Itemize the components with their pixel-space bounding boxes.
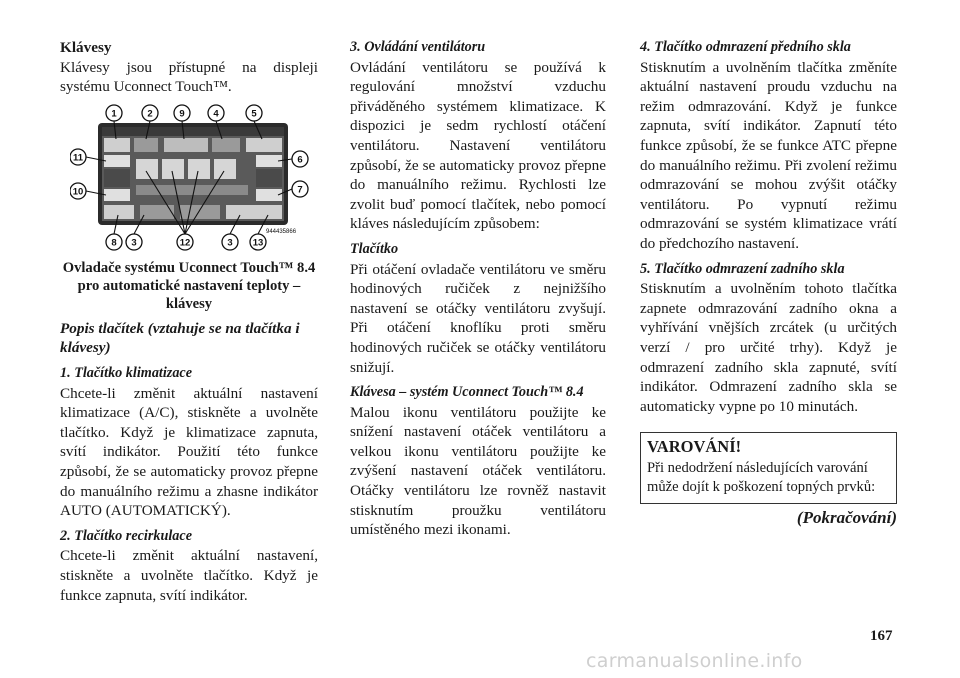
figure-code: 944435866 bbox=[266, 228, 297, 235]
item-3-text: Ovládání ventilátoru se používá k regulování množství vzduchu přiváděného systémem klimatizace. K dispozici je sedm rychlostí otáčení ventilátoru. Nastavení ventilátoru způsobí, že se automaticky provoz přepne do manuálního režimu. Rychlosti lze zvolit buď pomocí tlačítek, nebo pomocí kláves následujícím způsobem: bbox=[350, 58, 606, 233]
driver-temp-display bbox=[104, 169, 130, 187]
warning-box bbox=[640, 432, 897, 504]
figure-caption: Ovladače systému Uconnect Touch™ 8.4 pro automatické nastavení teploty – klávesy bbox=[62, 259, 316, 312]
item-2-text: Chcete-li změnit aktuální nastavení, stiskněte a uvolněte tlačítko. Když je funkce zapnuta, svítí indikátor. bbox=[60, 547, 318, 604]
front-defrost-key bbox=[212, 138, 240, 152]
legend-heading: Popis tlačítek (vztahuje se na tlačítka i klávesy) bbox=[60, 319, 300, 357]
intro-text: Klávesy jsou přístupné na displeji systému Uconnect Touch™. bbox=[60, 58, 318, 96]
driver-temp-up bbox=[104, 155, 130, 167]
callout-label: 13 bbox=[252, 237, 264, 249]
callout-label: 12 bbox=[179, 237, 191, 249]
callout-label: 11 bbox=[72, 152, 84, 164]
mode-key-3 bbox=[188, 159, 210, 179]
sub-key-title: Klávesa – systém Uconnect Touch™ 8.4 bbox=[350, 384, 584, 401]
auto-key bbox=[164, 138, 208, 152]
mode-key-4 bbox=[214, 159, 236, 179]
bottom-key-4 bbox=[226, 205, 282, 219]
sub-knob-text: Při otáčení ovladače ventilátoru ve směru hodinových ručiček z nejnižšího nastavení se otáčky ventilátoru zvyšují. Při otáčení knoflíku proti směru hodinových ručiček se otáčky ventilátoru snižují. bbox=[350, 260, 606, 376]
sub-knob-title: Tlačítko bbox=[350, 240, 399, 257]
driver-temp-down bbox=[104, 189, 130, 201]
column-left bbox=[60, 38, 318, 605]
item-2-title: 2. Tlačítko recirkulace bbox=[60, 527, 192, 544]
rear-defrost-key bbox=[246, 138, 282, 152]
callout-label: 3 bbox=[131, 237, 137, 249]
item-5-title: 5. Tlačítko odmrazení zadního skla bbox=[640, 260, 845, 277]
recirc-key bbox=[134, 138, 158, 152]
item-4-title: 4. Tlačítko odmrazení předního skla bbox=[640, 39, 851, 55]
climate-control-figure bbox=[70, 103, 310, 253]
page-number: 167 bbox=[870, 628, 893, 644]
item-5-text: Stisknutím a uvolněním tohoto tlačítka zapnete odmrazování zadního okna a vyhřívání vnějších zrcátek (u určitých verzí / pro určité trhy). Když je odmrazení zadního skla zapnuté, svítí indikátor. Odmrazení zadního skla se automaticky vypne po 10 minutách. bbox=[640, 280, 897, 415]
mode-key-1 bbox=[136, 159, 158, 179]
column-middle bbox=[350, 38, 606, 540]
callout-label: 6 bbox=[297, 154, 303, 166]
touchscreen-illustration bbox=[70, 103, 310, 253]
item-1-text: Chcete-li změnit aktuální nastavení klimatizace (A/C), stiskněte a uvolněte tlačítko. Když je klimatizace zapnuta, svítí indikátor. Použití této funkce způsobí, že se automaticky provoz přepne do manuálního režimu a zhasne indikátor AUTO (AUTOMATICKÝ). bbox=[60, 384, 318, 520]
section-title: Klávesy bbox=[60, 39, 112, 56]
column-right bbox=[640, 38, 897, 527]
continued-label: (Pokračování) bbox=[796, 507, 897, 527]
passenger-temp-display bbox=[256, 169, 282, 187]
fan-bar bbox=[136, 185, 248, 195]
off-key bbox=[104, 205, 134, 219]
callout-label: 4 bbox=[213, 108, 219, 120]
callout-label: 1 bbox=[111, 108, 117, 120]
item-4-text: Stisknutím a uvolněním tlačítka změníte aktuální nastavení proudu vzduchu na režim odmrazování. Když je funkce zapnuta, svítí indikátor. Zapnutí této funkce způsobí, že se funkce ATC přepne do manuálního režimu. Při zvolení režimu odmrazování se mohou zvýšit otáčky ventilátoru. Po vypnutí režimu odmrazování se systém klimatizace vrátí do předchozího nastavení. bbox=[640, 58, 897, 252]
sub-key-text: Malou ikonu ventilátoru použijte ke snížení nastavení otáček ventilátoru a velkou ikonu ventilátoru použijte ke zvýšení nastavení otáček ventilátoru. Otáčky ventilátoru lze rovněž nastavit stisknutím proužku ventilátoru umístěného mezi ikonami. bbox=[350, 403, 606, 539]
callout-label: 2 bbox=[147, 108, 153, 120]
item-3-title: 3. Ovládání ventilátoru bbox=[350, 39, 486, 55]
warning-text: Při nedodržení následujících varování může dojít k poškození topných prvků: bbox=[647, 459, 876, 495]
warning-title: VAROVÁNÍ! bbox=[647, 437, 742, 457]
callout-label: 3 bbox=[227, 237, 233, 249]
callout-label: 8 bbox=[111, 237, 117, 249]
ac-key bbox=[104, 138, 130, 152]
bottom-key-3 bbox=[180, 205, 220, 219]
callout-label: 7 bbox=[297, 184, 303, 196]
callout-label: 9 bbox=[179, 108, 185, 120]
callout-label: 5 bbox=[251, 108, 257, 120]
callout-label: 10 bbox=[72, 186, 84, 198]
watermark: carmanualsonline.info bbox=[586, 650, 803, 672]
item-1-title: 1. Tlačítko klimatizace bbox=[60, 364, 193, 381]
